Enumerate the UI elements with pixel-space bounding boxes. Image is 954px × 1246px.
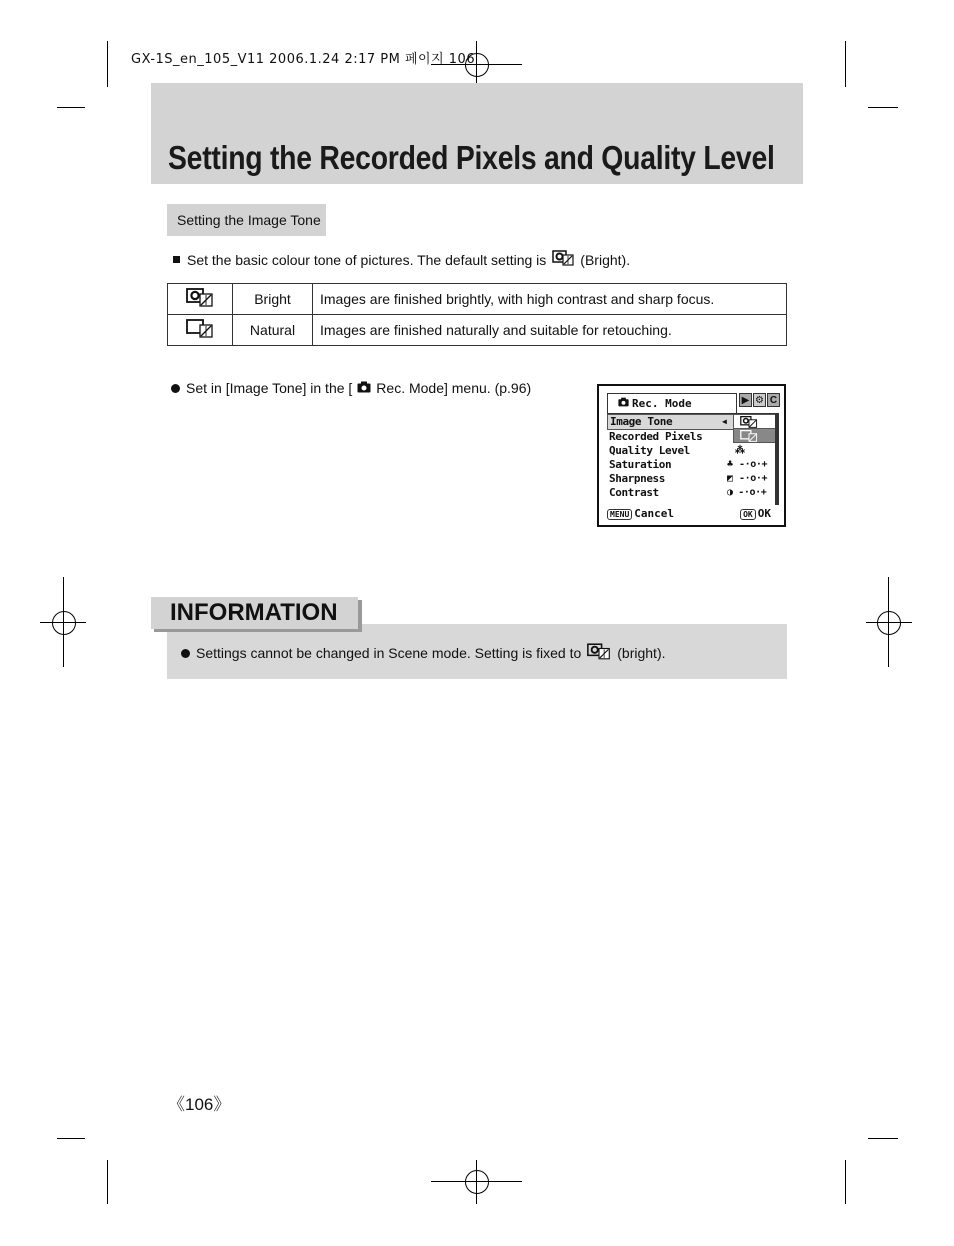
round-bullet-icon — [171, 384, 180, 393]
information-text: Settings cannot be changed in Scene mode. Setting is fixed to — [196, 645, 582, 661]
saturation-scale: -·o·+ — [739, 459, 768, 470]
information-title: INFORMATION — [170, 599, 338, 626]
menu-tab-setup: ⚙ — [753, 393, 766, 407]
image-tone-table — [167, 283, 787, 346]
intro-default-text: (Bright). — [580, 251, 631, 268]
bright-tone-icon — [552, 250, 574, 269]
menu-item-saturation: Saturation ♣ -·o·+ — [609, 458, 768, 471]
crop-mark — [845, 41, 846, 87]
menu-title: Rec. Mode — [607, 393, 737, 413]
camera-icon — [357, 380, 371, 396]
intro-text: Set the basic colour tone of pictures. The default setting is — [187, 251, 547, 268]
arrow-left-icon: ◀ — [722, 417, 727, 426]
instruction-menu-text: Rec. Mode] menu. (p.96) — [376, 380, 532, 396]
menu-tabs — [739, 393, 780, 407]
menu-item-quality-level: Quality Level ⁂ — [609, 444, 745, 457]
quality-stars-icon: ⁂ — [735, 445, 745, 456]
tone-icon-cell — [168, 284, 233, 315]
section-label: Setting the Image Tone — [167, 204, 326, 236]
crop-mark — [845, 1160, 846, 1204]
crop-mark — [868, 1138, 898, 1139]
crop-mark — [57, 1138, 85, 1139]
camera-menu-screen — [597, 384, 786, 527]
bright-tone-icon — [739, 416, 759, 428]
natural-tone-icon — [186, 325, 214, 341]
saturation-icon: ♣ — [727, 459, 733, 470]
menu-footer — [607, 507, 779, 520]
intro-line — [173, 250, 630, 269]
round-bullet-icon — [181, 649, 190, 658]
menu-tab-custom: C — [767, 393, 780, 407]
table-row — [168, 315, 787, 346]
registration-mark — [52, 611, 76, 635]
registration-mark — [877, 611, 901, 635]
bright-tone-icon — [186, 294, 214, 310]
tone-option-bright — [733, 414, 777, 429]
natural-tone-icon — [739, 430, 759, 442]
instruction-line — [171, 380, 531, 396]
page-title: Setting the Recorded Pixels and Quality Level — [168, 139, 775, 176]
ok-key-icon: OK — [740, 509, 756, 520]
menu-scrollbar — [775, 413, 779, 505]
menu-item-recorded-pixels: Recorded Pixels — [609, 430, 703, 443]
bright-tone-icon — [587, 643, 611, 663]
table-row — [168, 284, 787, 315]
menu-item-image-tone: Image Tone ◀ — [607, 414, 777, 430]
registration-mark — [465, 1170, 489, 1194]
tone-option-natural — [733, 428, 777, 443]
contrast-scale: ◑ -·o·+ — [727, 487, 767, 498]
information-line — [181, 643, 666, 663]
sharpness-icon: ◩ — [727, 473, 733, 484]
instruction-text: Set in [Image Tone] in the [ — [186, 380, 353, 396]
menu-key-icon: MENU — [607, 509, 632, 520]
square-bullet-icon — [173, 256, 180, 263]
page-number: 《106》 — [168, 1095, 231, 1114]
tone-description: Images are finished brightly, with high contrast and sharp focus. — [313, 284, 787, 315]
tone-name: Bright — [233, 284, 313, 315]
menu-tab-playback: ▶ — [739, 393, 752, 407]
crop-mark — [57, 107, 85, 108]
tone-icon-cell — [168, 315, 233, 346]
camera-icon — [618, 397, 629, 410]
crop-mark — [107, 1160, 108, 1204]
sharpness-scale: -·o·+ — [739, 473, 768, 484]
ok-group — [740, 507, 771, 520]
menu-item-contrast: Contrast ◑ -·o·+ — [609, 486, 767, 499]
crop-mark — [107, 41, 108, 87]
tone-name: Natural — [233, 315, 313, 346]
information-fixed-text: (bright). — [617, 645, 666, 661]
ok-label: OK — [757, 507, 771, 520]
tone-description: Images are finished naturally and suitable for retouching. — [313, 315, 787, 346]
print-file-info: GX-1S_en_105_V11 2006.1.24 2:17 PM 페이지 106 — [131, 52, 476, 67]
menu-item-sharpness: Sharpness ◩ -·o·+ — [609, 472, 768, 485]
crop-mark — [868, 107, 898, 108]
cancel-label: Cancel — [634, 507, 675, 520]
